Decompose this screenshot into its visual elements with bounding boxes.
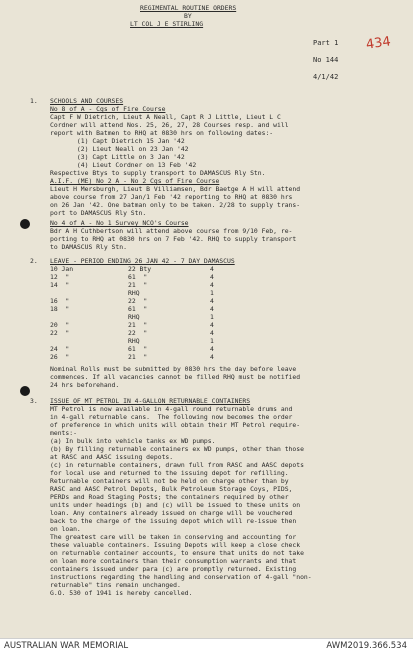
footer-accession-number: AWM2019.366.534 — [326, 641, 407, 651]
footer-source: AUSTRALIAN WAR MEMORIAL — [4, 641, 129, 651]
order-number: No 144 — [313, 56, 339, 64]
document-page: REGIMENTAL ROUTINE ORDERS BY LT COL J E STIRLING Part 1 No 144 4/1/42 434 1. SCHOOLS AND COURSES No 8 of A - Cgs of Fire Course Capt F W Dietrich, Lieut A Neall, Capt R J Little, Lieut L C Cordner will attend Nos. 25, 26, 27, 28 Courses resp. and will report with Batmen to RHQ at 0830 hrs on following dates:- (1) Capt Dietrich 15 Jan '42 (2) Lieut Neall on 23 Jan '42 (3) Capt Little on 3 Jan '42 (4) Lieut Cordner on 13 Feb '42 Respective Btys to supply transport to DAMASCUS Rly Stn. A.I.F. (ME) No 2 A - No 2 Cgs of Fire Course Lieut H Mersburgh, Lieut B Villiamsen, Bdr Baetge A H will attend above course from 27 Jan/1 Feb '42 reporting to RHQ at 0830 hrs on 26 Jan '42. One batman only to be taken. 2/28 to supply trans- port to DAMASCUS Rly Stn. No 4 of A - No 1 Survey NCO's Course Bdr A H Cuthbertson will attend above course from 9/10 Feb, re- porting to RHQ at 0830 hrs on 7 Feb '42. RHQ to supply transport to DAMASCUS Rly Stn. 2. LEAVE - PERIOD ENDING 26 JAN 42 - 7 DAY DAMASCUS 10 Jan 22 Bty 4 12 " 61 " 4 14 " 21 " 4 RHQ 1 16 " 22 " 4 18 " 61 " 4 RHQ 1 20 " 21 " 4 22 " 22 " 4 RHQ 1 24 " 61 " 4 26 " 21 " 4 Nominal Rolls must be submitted by 0830 hrs the day before leave commences. If all vacancies cannot be filled RHQ must be notified 24 hrs beforehand. 3. ISSUE OF MT PETROL IN 4-GALLON RETURNABLE CONTAINERS MT Petrol is now available in 4-gall round returnable drums and in 4-gall returnable cans. The following now becomes the order of preference in which units will obtain their MT Petrol require- ments:- (a) In bulk into vehicle tanks ex WD pumps. (b) By filling returnable containers ex WD pumps, other than those at RASC and AASC issuing depots. (c) in returnable containers, drawn full from RASC and AASC depots for local use and returned to the issuing depot for refilling. Returnable containers will not be held on charge other than by RASC and AASC Petrol Depots, Bulk Petroleum Storage Coys, PIDS, PERDs and Road Staging Posts; the containers required by other units under headings (b) and (c) will be issued to these units on loan. Any containers already issued on charge will be vouchered back to the charge of the issuing depot which will re-issue then on loan. The greatest care will be taken in conserving and accounting for these valuable containers. Issuing Depots will keep a close check on returnable container accounts, to ensure that units do not take on loan more containers than their consumption warrants and that containers issued under para (c) are promptly returned. Existing instructions regarding the handling and conservation of 4-gall "non- returnable" tins remain unchanged. G.O. 530 of 1941 is hereby cancelled. — [0, 0, 413, 638]
section-1-number: 1. — [30, 97, 38, 105]
section-1-subheading: No 8 of A - Cgs of Fire Course — [50, 105, 166, 113]
order-date: 4/1/42 — [313, 73, 339, 81]
section-2-number: 2. — [30, 257, 38, 265]
section-3-heading: ISSUE OF MT PETROL IN 4-GALLON RETURNABLE CONTAINERS — [50, 397, 251, 405]
title-line-2: BY — [184, 12, 192, 20]
section-2-heading: LEAVE - PERIOD ENDING 26 JAN 42 - 7 DAY DAMASCUS — [50, 257, 235, 265]
section-1-subheading-3: No 4 of A - No 1 Survey NCO's Course — [50, 219, 189, 227]
part-label: Part 1 — [313, 39, 339, 47]
section-3-number: 3. — [30, 397, 38, 405]
handwritten-annotation: 434 — [365, 34, 392, 53]
punch-hole — [20, 219, 30, 229]
punch-hole — [20, 386, 30, 396]
title-line-1: REGIMENTAL ROUTINE ORDERS — [140, 4, 237, 12]
section-1-heading: SCHOOLS AND COURSES — [50, 97, 124, 105]
footer-bar — [0, 638, 413, 654]
title-line-3: LT COL J E STIRLING — [130, 20, 204, 28]
section-1-subheading-2: A.I.F. (ME) No 2 A - No 2 Cgs of Fire Course — [50, 177, 220, 185]
